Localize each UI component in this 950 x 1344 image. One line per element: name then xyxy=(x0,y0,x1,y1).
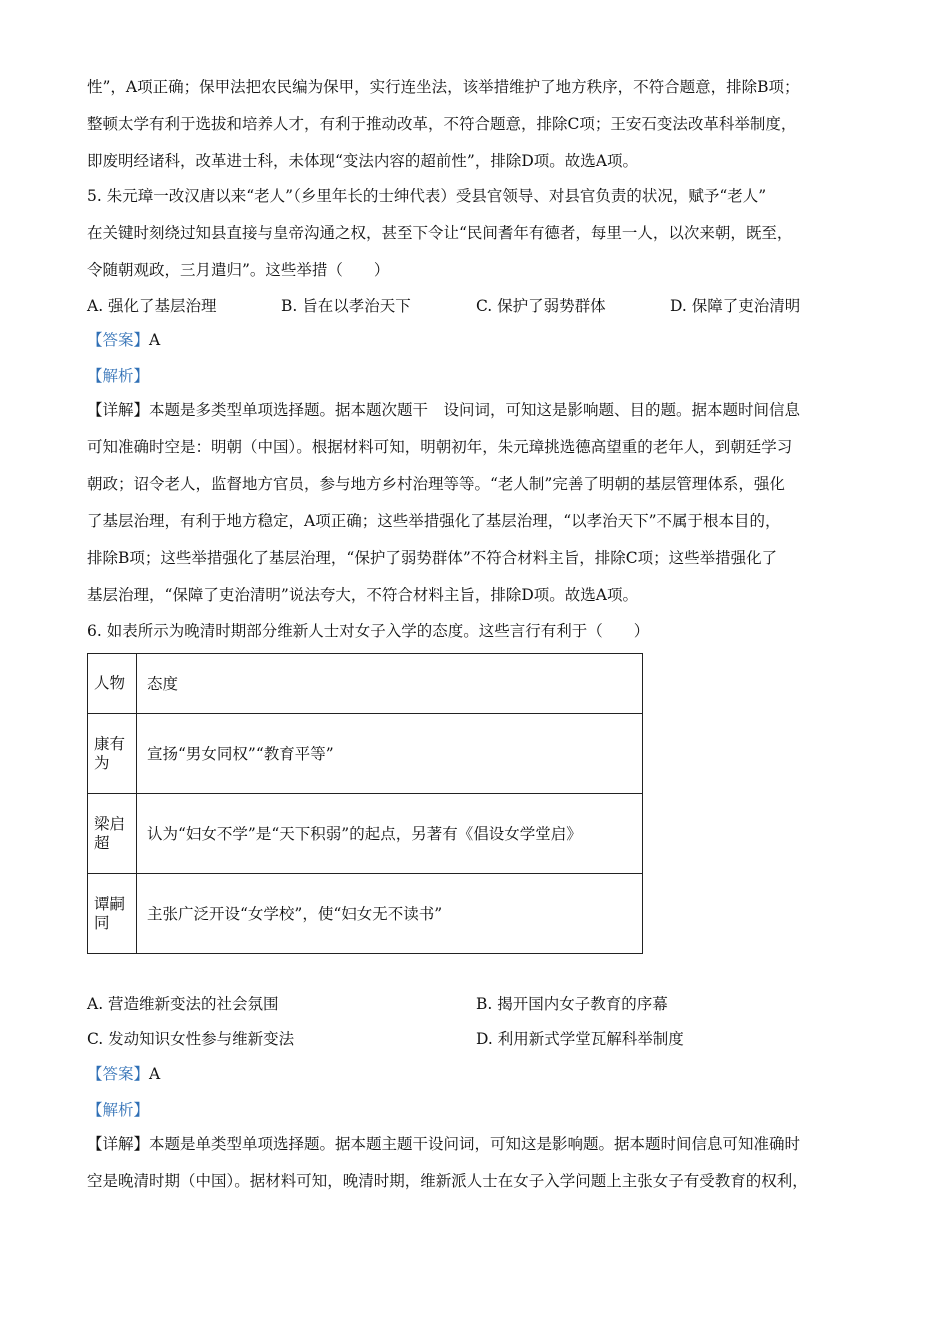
person-cell: 康有为 xyxy=(88,714,137,794)
q6-answer-value: A xyxy=(149,1065,161,1083)
q5-answer-value: A xyxy=(149,331,161,349)
table-row xyxy=(88,714,643,794)
q6-answer-label: 【答案】 xyxy=(87,1065,150,1083)
table-row xyxy=(88,794,643,874)
q5-detail-line-3: 朝政；诏令老人，监督地方官员，参与地方乡村治理等等。“老人制”完善了明朝的基层管理体系，强化 xyxy=(87,475,785,493)
person-cell: 谭嗣同 xyxy=(88,874,137,954)
q6-option-b: B. 揭开国内女子教育的序幕 xyxy=(476,995,668,1013)
q5-option-d: D. 保障了吏治清明 xyxy=(670,297,801,315)
header-person: 人物 xyxy=(88,654,137,714)
attitude-cell: 认为“妇女不学”是“天下积弱”的起点，另著有《倡设女学堂启》 xyxy=(137,794,643,874)
q5-detail-line-6: 基层治理，“保障了吏治清明”说法夸大，不符合材料主旨，排除D项。故选A项。 xyxy=(87,586,638,604)
q6-detail-line-2: 空是晚清时期（中国）。据材料可知，晚清时期，维新派人士在女子入学问题上主张女子有受教育的权利， xyxy=(87,1172,808,1190)
prev-analysis-line-3: 即废明经诸科，改革进士科，未体现“变法内容的超前性”，排除D项。故选A项。 xyxy=(87,152,638,170)
q6-analysis-label: 【解析】 xyxy=(87,1101,150,1119)
q5-option-a: A. 强化了基层治理 xyxy=(87,297,217,315)
table-header-row xyxy=(88,654,643,714)
q5-option-b: B. 旨在以孝治天下 xyxy=(281,297,411,315)
person-cell: 梁启超 xyxy=(88,794,137,874)
attitude-cell: 宣扬“男女同权”“教育平等” xyxy=(137,714,643,794)
q5-answer xyxy=(87,329,867,351)
header-attitude: 态度 xyxy=(137,654,643,714)
attitude-cell: 主张广泛开设“女学校”，使“妇女无不读书” xyxy=(137,874,643,954)
q5-answer-label: 【答案】 xyxy=(87,331,150,349)
q6-option-a: A. 营造维新变法的社会氛围 xyxy=(87,995,279,1013)
q6-stem: 6. 如表所示为晚清时期部分维新人士对女子入学的态度。这些言行有利于（ ） xyxy=(87,622,650,640)
q5-analysis-label: 【解析】 xyxy=(87,367,150,385)
prev-analysis-line-2: 整顿太学有利于选拔和培养人才，有利于推动改革，不符合题意，排除C项；王安石变法改革科举制度， xyxy=(87,115,797,133)
table-row xyxy=(88,874,643,954)
prev-analysis-line-1: 性”，A项正确；保甲法把农民编为保甲，实行连坐法，该举措维护了地方秩序，不符合题意，排除B项； xyxy=(87,78,800,96)
q5-detail-line-1: 【详解】本题是多类型单项选择题。据本题次题干 设问词，可知这是影响题、目的题。据本题时间信息 xyxy=(87,401,801,419)
q5-stem-line-2: 在关键时刻绕过知县直接与皇帝沟通之权，甚至下令让“民间耆年有德者，每里一人，以次来朝，既至， xyxy=(87,224,793,242)
q6-option-c: C. 发动知识女性参与维新变法 xyxy=(87,1030,295,1048)
q6-option-d: D. 利用新式学堂瓦解科举制度 xyxy=(476,1030,684,1048)
q6-answer xyxy=(87,1063,867,1085)
q5-option-c: C. 保护了弱势群体 xyxy=(476,297,606,315)
q6-attitude-table xyxy=(87,653,643,954)
q5-detail-line-4: 了基层治理，有利于地方稳定，A项正确；这些举措强化了基层治理，“以孝治天下”不属于根本目的， xyxy=(87,512,781,530)
q5-detail-line-5: 排除B项；这些举措强化了基层治理，“保护了弱势群体”不符合材料主旨，排除C项；这些举措强化了 xyxy=(87,549,778,567)
q5-stem-line-1: 5. 朱元璋一改汉唐以来“老人”（乡里年长的士绅代表）受县官领导、对县官负责的状况，赋予“老人” xyxy=(87,187,767,205)
q5-stem-line-3: 令随朝观政，三月遣归”。这些举措（ ） xyxy=(87,261,390,279)
q6-detail-line-1: 【详解】本题是单类型单项选择题。据本题主题干设问词，可知这是影响题。据本题时间信息可知准确时 xyxy=(87,1135,801,1153)
q5-detail-line-2: 可知准确时空是：明朝（中国）。根据材料可知，明朝初年，朱元璋挑选德高望重的老年人，到朝廷学习 xyxy=(87,438,793,456)
